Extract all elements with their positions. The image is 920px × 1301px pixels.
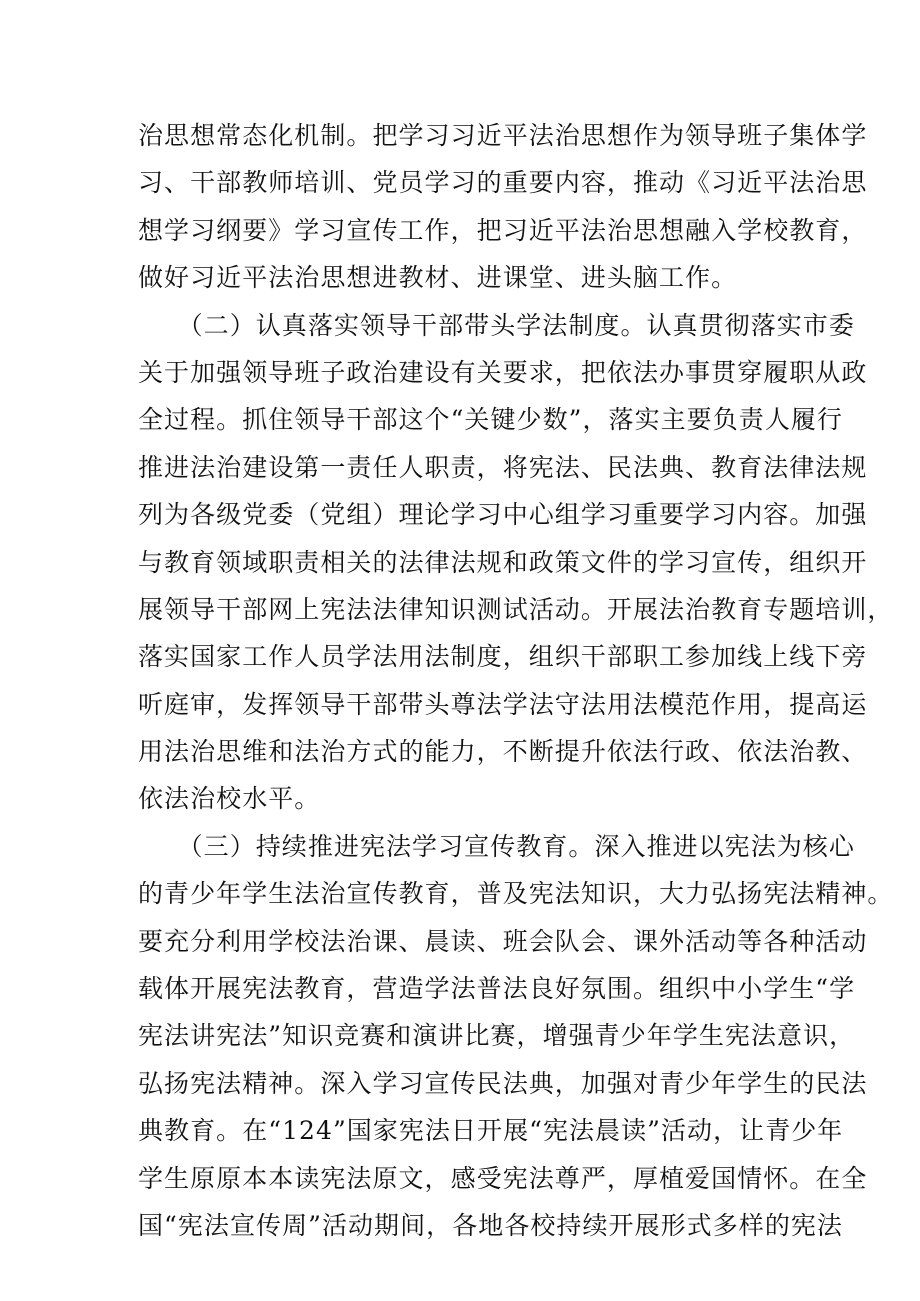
- paragraph-line: 想学习纲要》学习宣传工作，把习近平法治思想融入学校教育，: [138, 215, 868, 245]
- paragraph-line: 弘扬宪法精神。深入学习宣传民法典，加强对青少年学生的民法: [138, 1068, 868, 1098]
- paragraph-line: 习、干部教师培训、党员学习的重要内容，推动《习近平法治思: [138, 168, 868, 198]
- paragraph-line: 治思想常态化机制。把学习习近平法治思想作为领导班子集体学: [138, 121, 868, 150]
- paragraph-line: 的青少年学生法治宣传教育，普及宪法知识，大力弘扬宪法精神。: [138, 879, 894, 909]
- paragraph-line: 落实国家工作人员学法用法制度，组织干部职工参加线上线下旁: [138, 642, 868, 672]
- paragraph-line: 与教育领域职责相关的法律法规和政策文件的学习宣传，组织开: [138, 547, 868, 577]
- body-text: [138, 112, 894, 1249]
- paragraph-line: 关于加强领导班子政治建设有关要求，把依法办事贯穿履职从政: [138, 357, 868, 387]
- paragraph-line: 推进法治建设第一责任人职责，将宪法、民法典、教育法律法规: [138, 452, 868, 482]
- paragraph-line: （三）持续推进宪法学习宣传教育。深入推进以宪法为核心: [138, 831, 855, 861]
- paragraph-2: [138, 302, 894, 823]
- paragraph-line: 做好习近平法治思想进教材、进课堂、进头脑工作。: [138, 263, 738, 293]
- paragraph-line: 载体开展宪法教育，营造学法普法良好氛围。组织中小学生“学: [138, 974, 856, 1004]
- paragraph-line: 学生原原本本读宪法原文，感受宪法尊严，厚植爱国情怀。在全: [138, 1163, 868, 1193]
- paragraph-1: [138, 112, 868, 302]
- paragraph-line: 听庭审，发挥领导干部带头尊法学法守法用法模范作用，提高运: [138, 689, 868, 719]
- paragraph-line: 要充分利用学校法治课、晨读、班会队会、课外活动等各种活动: [138, 926, 868, 956]
- paragraph-line: 用法治思维和法治方式的能力，不断提升依法行政、依法治教、: [138, 737, 868, 767]
- paragraph-line: 全过程。抓住领导干部这个“关键少数”，落实主要负责人履行: [138, 405, 843, 435]
- paragraph-line: 展领导干部网上宪法法律知识测试活动。开展法治教育专题培训，: [138, 594, 894, 624]
- paragraph-line: 列为各级党委（党组）理论学习中心组学习重要学习内容。加强: [138, 500, 868, 530]
- paragraph-line: 国“宪法宣传周”活动期间，各地各校持续开展形式多样的宪法: [138, 1210, 843, 1240]
- paragraph-3: [138, 823, 894, 1250]
- paragraph-line: （二）认真落实领导干部带头学法制度。认真贯彻落实市委: [138, 310, 855, 340]
- paragraph-line: 依法治校水平。: [138, 784, 321, 814]
- paragraph-line: 宪法讲宪法”知识竞赛和演讲比赛，增强青少年学生宪法意识，: [138, 1021, 856, 1051]
- paragraph-line: 典教育。在“124”国家宪法日开展“宪法晨读”活动，让青少年: [138, 1116, 844, 1146]
